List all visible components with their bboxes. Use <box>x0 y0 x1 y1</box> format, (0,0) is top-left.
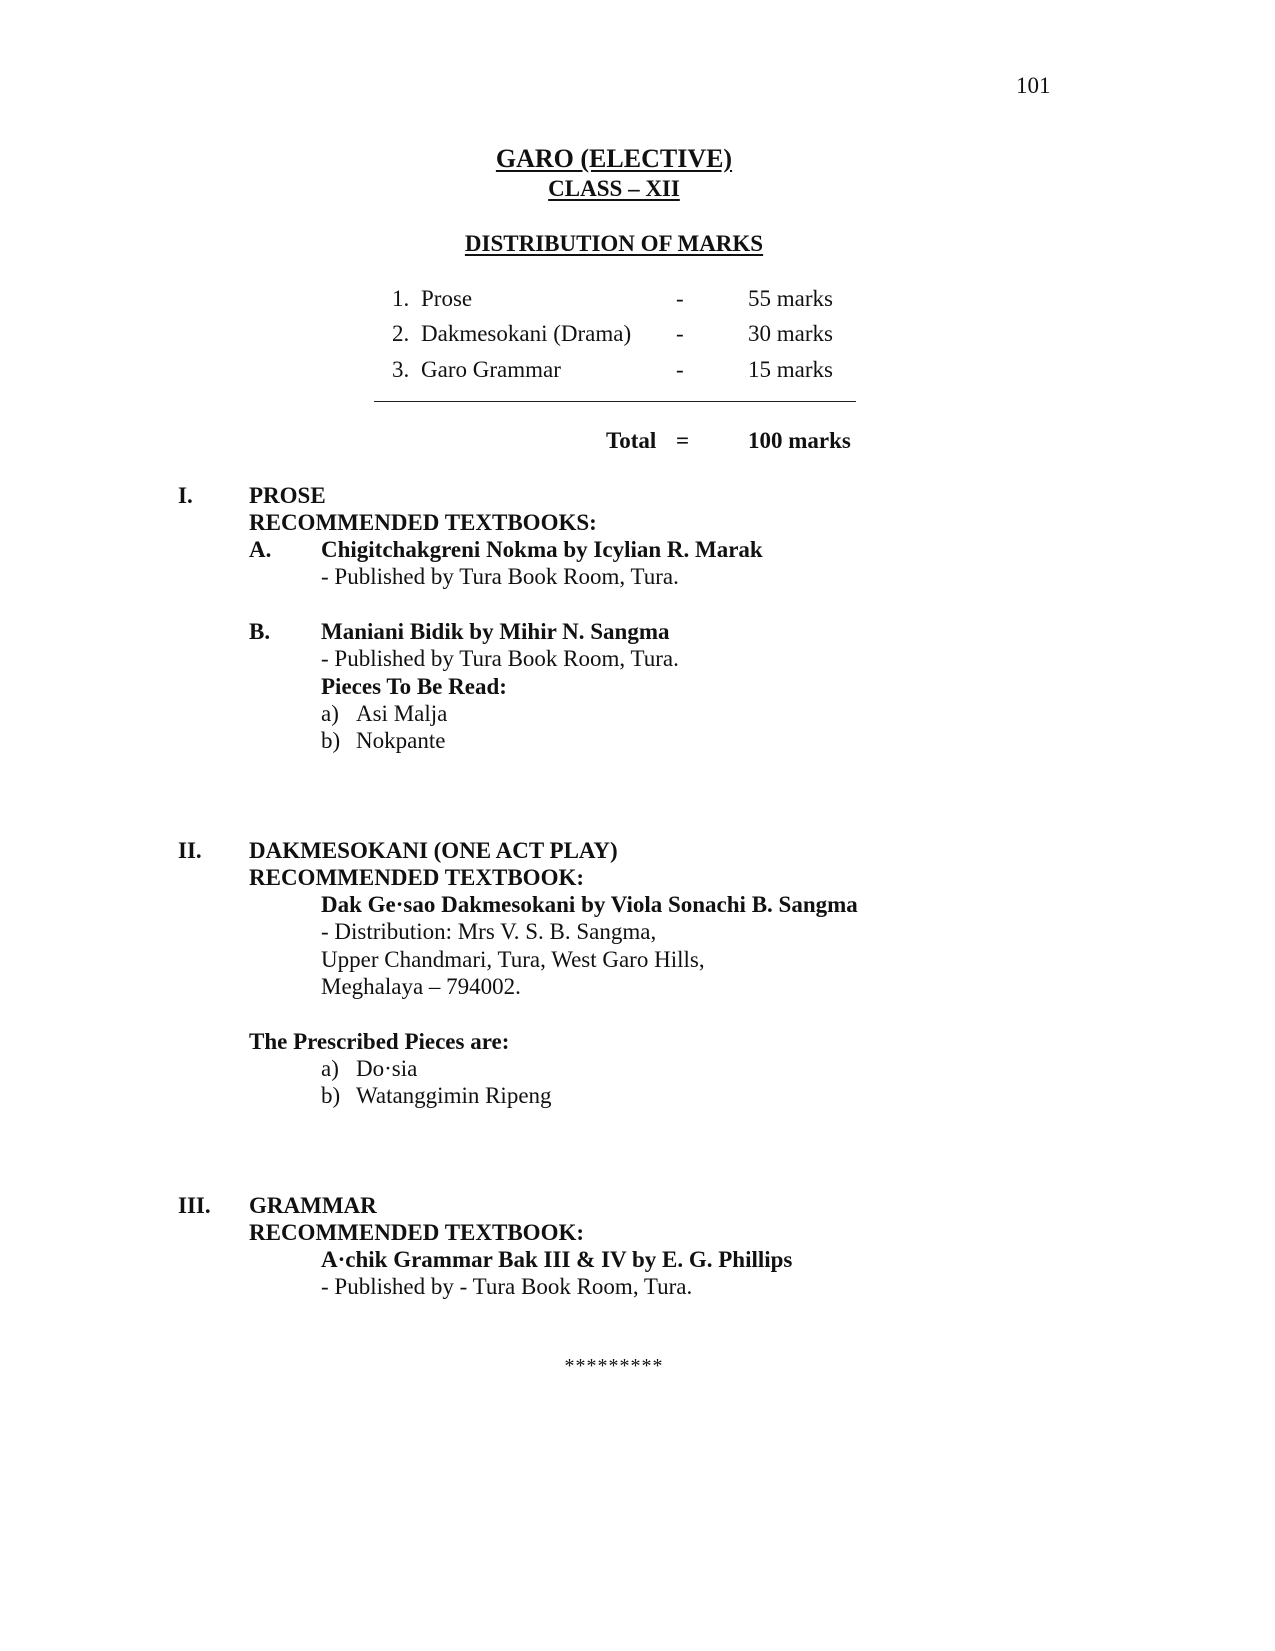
total-equals: = <box>676 428 690 453</box>
section-numeral: II. <box>178 838 202 863</box>
section-title: DAKMESOKANI (ONE ACT PLAY) <box>249 838 618 863</box>
list-item-label: a) <box>321 1056 339 1081</box>
page-title: GARO (ELECTIVE) <box>495 144 733 173</box>
section-title: GRAMMAR <box>249 1193 377 1218</box>
section-subtitle: RECOMMENDED TEXTBOOK: <box>249 865 585 890</box>
list-item-label: b) <box>321 1083 341 1108</box>
marks-row-item: Dakmesokani (Drama) <box>421 321 632 346</box>
book-publisher: - Published by - Tura Book Room, Tura. <box>321 1274 693 1299</box>
distribution-line: - Distribution: Mrs V. S. B. Sangma, <box>321 919 657 944</box>
distribution-heading: DISTRIBUTION OF MARKS <box>464 231 764 256</box>
list-item: Asi Malja <box>356 701 448 726</box>
section-numeral: I. <box>178 483 193 508</box>
book-publisher: - Published by Tura Book Room, Tura. <box>321 646 679 671</box>
book-letter: A. <box>249 537 272 562</box>
pieces-heading: The Prescribed Pieces are: <box>249 1029 510 1054</box>
list-item: Do·sia <box>356 1056 418 1081</box>
book-letter: B. <box>249 619 271 644</box>
marks-row-value: 55 marks <box>748 286 833 311</box>
marks-row-dash: - <box>676 357 684 382</box>
section-title: PROSE <box>249 483 326 508</box>
section-numeral: III. <box>178 1193 211 1218</box>
total-divider <box>374 401 856 402</box>
marks-row-item: Prose <box>421 286 473 311</box>
book-title: Chigitchakgreni Nokma by Icylian R. Marak <box>321 537 763 562</box>
marks-row-value: 30 marks <box>748 321 833 346</box>
section-subtitle: RECOMMENDED TEXTBOOKS: <box>249 510 597 535</box>
total-label: Total <box>606 428 657 453</box>
marks-row-number: 3. <box>392 357 410 382</box>
list-item: Watanggimin Ripeng <box>356 1083 552 1108</box>
marks-row-dash: - <box>676 286 684 311</box>
book-title: A·chik Grammar Bak III & IV by E. G. Phillips <box>321 1247 793 1272</box>
list-item: Nokpante <box>356 728 446 753</box>
list-item-label: a) <box>321 701 339 726</box>
page-number: 101 <box>1016 73 1051 98</box>
book-title: Maniani Bidik by Mihir N. Sangma <box>321 619 670 644</box>
marks-row-number: 1. <box>392 286 410 311</box>
book-title: Dak Ge·sao Dakmesokani by Viola Sonachi B. Sangma <box>321 892 858 917</box>
pieces-heading: Pieces To Be Read: <box>321 674 507 699</box>
book-publisher: - Published by Tura Book Room, Tura. <box>321 564 679 589</box>
section-subtitle: RECOMMENDED TEXTBOOK: <box>249 1220 585 1245</box>
marks-row-value: 15 marks <box>748 357 833 382</box>
total-value: 100 marks <box>748 428 851 453</box>
marks-row-dash: - <box>676 321 684 346</box>
marks-row-number: 2. <box>392 321 410 346</box>
marks-row-item: Garo Grammar <box>421 357 561 382</box>
distribution-line: Upper Chandmari, Tura, West Garo Hills, <box>321 947 705 972</box>
list-item-label: b) <box>321 728 341 753</box>
end-stars: ********* <box>564 1355 664 1377</box>
distribution-line: Meghalaya – 794002. <box>321 974 521 999</box>
class-heading: CLASS – XII <box>548 176 680 201</box>
